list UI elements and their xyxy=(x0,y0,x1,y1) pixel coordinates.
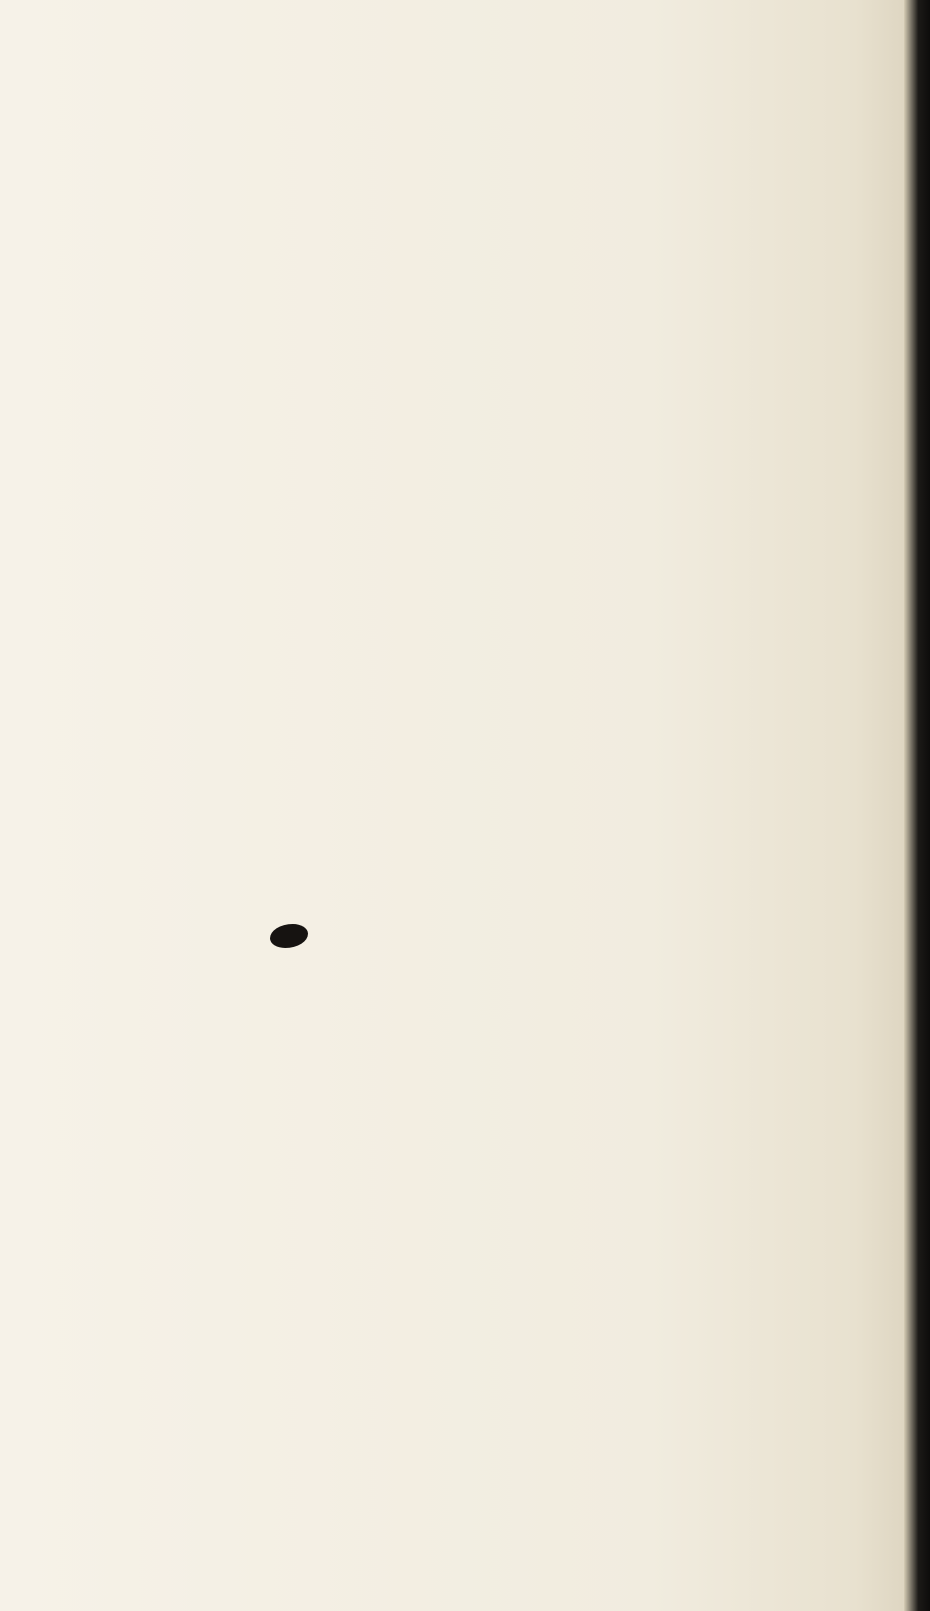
section-heading xyxy=(270,905,770,965)
book-gutter xyxy=(904,0,930,1611)
page-header xyxy=(50,28,895,78)
fleuron-icon xyxy=(270,924,308,948)
